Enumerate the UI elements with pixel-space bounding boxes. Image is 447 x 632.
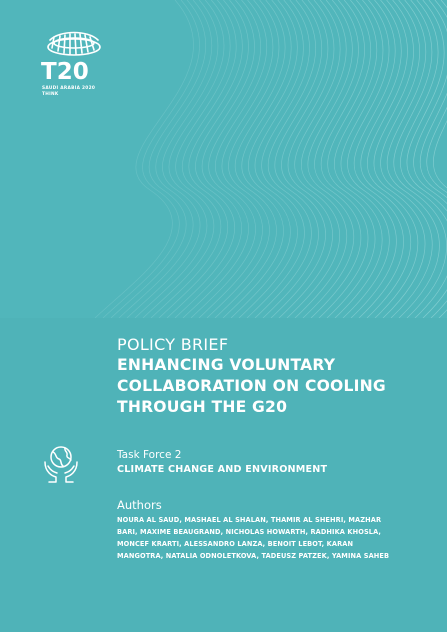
authors-line: BARI, MAXIME BEAUGRAND, NICHOLAS HOWARTH, RADHIKA KHOSLA, [117, 528, 382, 536]
title-line: COLLABORATION ON COOLING [117, 377, 386, 395]
wave-line [354, 0, 403, 318]
brief-type: POLICY BRIEF [117, 335, 229, 354]
wave-line [143, 0, 230, 318]
wave-line [341, 0, 389, 318]
wave-line [135, 0, 224, 318]
logo-wordmark: T20 [41, 59, 89, 85]
wave-line [127, 0, 218, 318]
wave-line [347, 0, 396, 318]
wave-line [361, 0, 411, 318]
wave-line [111, 0, 206, 318]
wave-line [247, 0, 310, 318]
globe-hands-icon [42, 442, 80, 484]
title-line: ENHANCING VOLUNTARY [117, 356, 336, 374]
brief-title [117, 355, 437, 418]
title-line: THROUGH THE G20 [117, 398, 288, 416]
task-force-name: Task Force 2 [117, 449, 182, 461]
logo-tag-line: THINK [42, 92, 59, 97]
wave-line [279, 0, 334, 318]
authors-line: MONCEF KRARTI, ALESSANDRO LANZA, BENOIT LEBOT, KARAN [117, 540, 354, 548]
wave-line [215, 0, 285, 318]
authors-list [117, 514, 417, 562]
wave-line [223, 0, 291, 318]
authors-label: Authors [117, 498, 162, 512]
wave-line [381, 0, 433, 318]
wave-line [231, 0, 297, 318]
wave-line [367, 0, 418, 318]
logo-country-line: SAUDI ARABIA 2020 [42, 86, 96, 91]
wave-line [433, 0, 447, 318]
authors-line: MANGOTRA, NATALIA ODNOLETKOVA, TADEUSZ PATZEK, YAMINA SAHEB [117, 552, 390, 560]
wave-line [271, 0, 328, 318]
authors-line: NOURA AL SAUD, MASHAEL AL SHALAN, THAMIR AL SHEHRI, MAZHAR [117, 516, 382, 524]
wave-line [119, 0, 212, 318]
task-force-topic: CLIMATE CHANGE AND ENVIRONMENT [117, 464, 328, 475]
